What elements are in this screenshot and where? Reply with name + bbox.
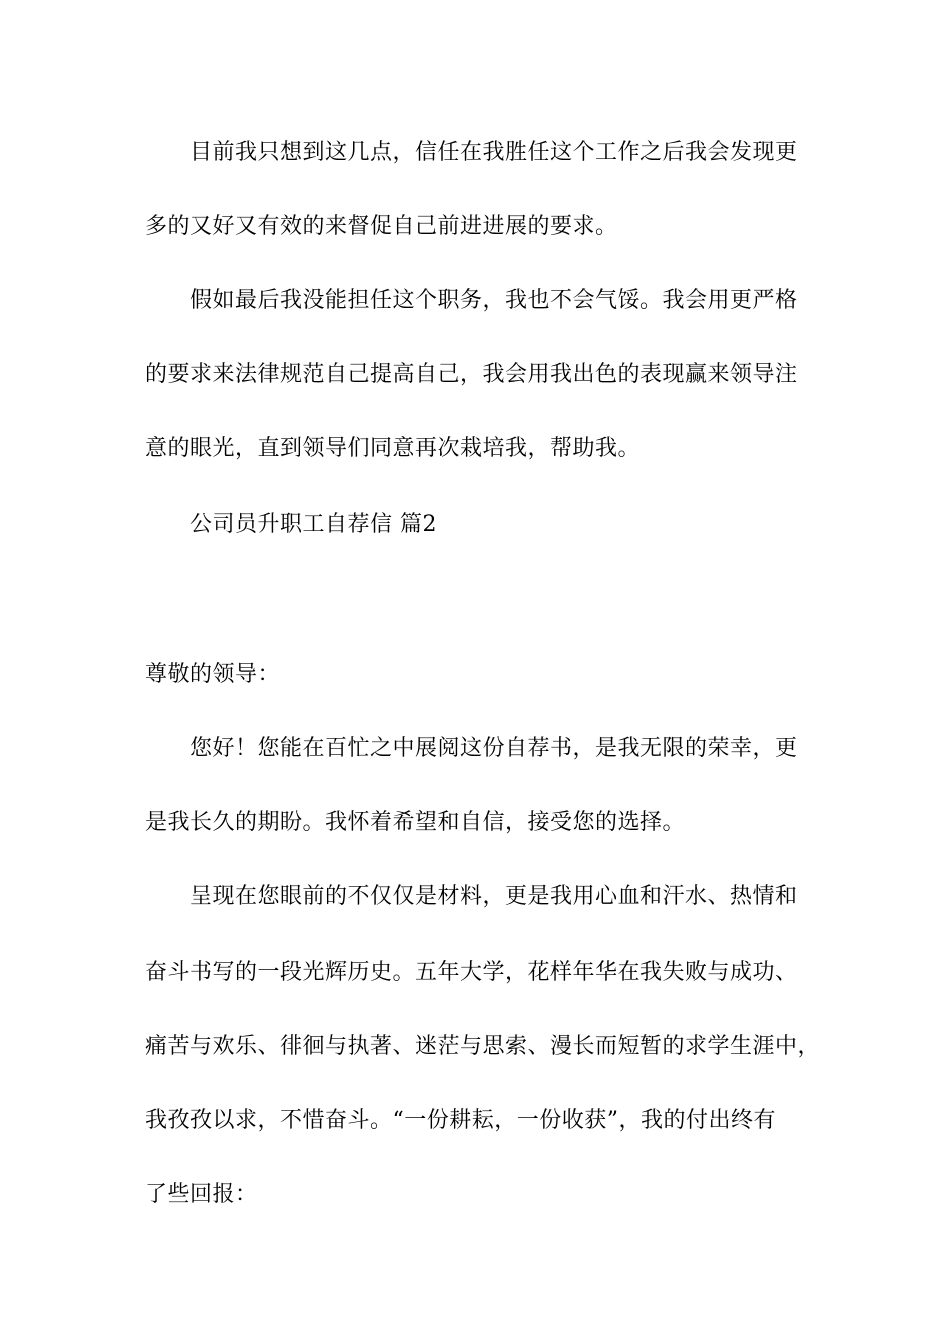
- paragraph-line: 奋斗书写的一段光辉历史。五年大学，花样年华在我失败与成功、: [145, 960, 798, 985]
- paragraph-line: 多的又好又有效的来督促自己前进进展的要求。: [145, 214, 618, 239]
- paragraph-line: 痛苦与欢乐、徘徊与执著、迷茫与思索、漫长而短暂的求学生涯中，: [145, 1034, 821, 1059]
- paragraph-line: 您好！您能在百忙之中展阅这份自荐书，是我无限的荣幸，更: [190, 736, 798, 761]
- paragraph-line: 了些回报：: [145, 1182, 258, 1207]
- section-heading: 公司员升职工自荐信 篇2: [190, 512, 437, 537]
- salutation: 尊敬的领导：: [145, 662, 281, 687]
- paragraph-line: 目前我只想到这几点，信任在我胜任这个工作之后我会发现更: [190, 140, 798, 165]
- paragraph-line: 呈现在您眼前的不仅仅是材料，更是我用心血和汗水、热情和: [190, 884, 798, 909]
- paragraph-line: 意的眼光，直到领导们同意再次栽培我，帮助我。: [145, 436, 641, 461]
- paragraph-line: 的要求来法律规范自己提高自己，我会用我出色的表现赢来领导注: [145, 362, 798, 387]
- paragraph-line: 我孜孜以求，不惜奋斗。“一份耕耘，一份收获”，我的付出终有: [145, 1108, 776, 1133]
- paragraph-line: 假如最后我没能担任这个职务，我也不会气馁。我会用更严格: [190, 288, 798, 313]
- paragraph-line: 是我长久的期盼。我怀着希望和自信，接受您的选择。: [145, 810, 686, 835]
